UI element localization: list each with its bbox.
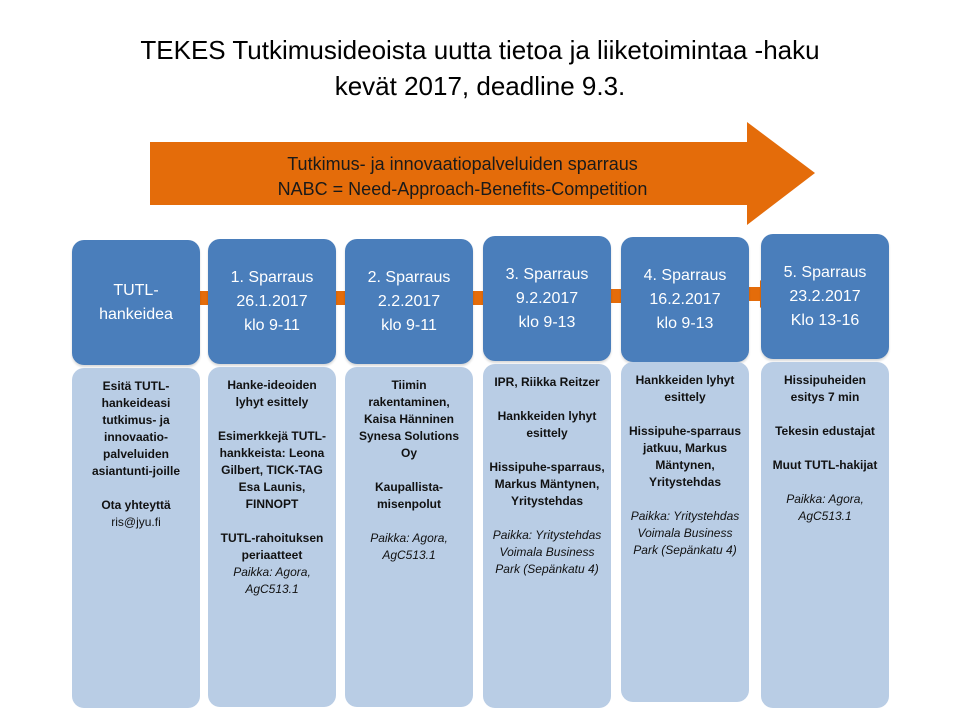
step-header-line: hankeidea (99, 305, 173, 323)
step-header-line: 4. Sparraus (643, 266, 727, 284)
step-details (621, 362, 749, 702)
detail-text: Esitä TUTL-hankeideasi tutkimus- ja innovaatio-palveluiden asiantunti-joille (91, 379, 180, 478)
step-details (72, 368, 200, 708)
detail-text: Hissipuheiden esitys 7 min (783, 373, 866, 404)
step-header (208, 239, 336, 364)
detail-text: Esimerkkejä TUTL-hankkeista: Leona Gilbert, TICK-TAG Esa Launis, FINNOPT (217, 429, 327, 511)
step-header (761, 234, 889, 359)
step-details (483, 364, 611, 708)
detail-text: TUTL-rahoituksen periaatteet (220, 531, 324, 562)
title-line-2: kevät 2017, deadline 9.3. (334, 71, 626, 101)
step-header-line: 2.2.2017 (377, 292, 441, 310)
contact-email: ris@jyu.fi (111, 515, 161, 529)
slide-title (0, 32, 960, 104)
location-text: Paikka: Agora, AgC513.1 (786, 492, 864, 523)
detail-text: Hankkeiden lyhyt esittely (635, 373, 735, 404)
detail-text: Kaupallista-misenpolut (374, 480, 443, 511)
step-header-line: klo 9-13 (656, 314, 714, 332)
step-header (621, 237, 749, 362)
step-header-line: TUTL- (113, 281, 159, 299)
step-header (345, 239, 473, 364)
process-banner-arrow (150, 122, 815, 225)
step-header-line: 16.2.2017 (649, 290, 721, 308)
banner-text (150, 152, 775, 202)
step-header (72, 240, 200, 365)
contact-label: Ota yhteyttä (101, 498, 171, 512)
location-text: Paikka: Yritystehdas Voimala Business Park (Sepänkatu 4) (630, 509, 740, 557)
step-header-line: 9.2.2017 (515, 289, 579, 307)
step-header-line: klo 9-11 (381, 316, 437, 334)
step-header-line: klo 9-11 (244, 316, 300, 334)
detail-text: Tekesin edustajat (775, 424, 875, 438)
step-header-line: 23.2.2017 (789, 287, 861, 305)
detail-text: Hissipuhe-sparraus, Markus Mäntynen, Yritystehdas (489, 460, 605, 508)
step-header-line: 3. Sparraus (505, 265, 589, 283)
detail-text: Tiimin rakentaminen, Kaisa Hänninen Synesa Solutions Oy (358, 378, 460, 460)
step-header-line: Klo 13-16 (790, 311, 860, 329)
step-details (208, 367, 336, 707)
location-text: Paikka: Agora, AgC513.1 (370, 531, 448, 562)
step-header-line: klo 9-13 (518, 313, 576, 331)
banner-line-2: NABC = Need-Approach-Benefits-Competition (277, 179, 648, 199)
location-text: Paikka: Yritystehdas Voimala Business Park (Sepänkatu 4) (492, 528, 602, 576)
step-details (345, 367, 473, 707)
location-text: Paikka: Agora, AgC513.1 (233, 565, 311, 596)
banner-line-1: Tutkimus- ja innovaatiopalveluiden sparraus (287, 154, 638, 174)
title-line-1: TEKES Tutkimusideoista uutta tietoa ja liiketoimintaa -haku (140, 35, 820, 65)
detail-text: IPR, Riikka Reitzer (494, 375, 600, 389)
step-header (483, 236, 611, 361)
step-header-line: 1. Sparraus (230, 268, 314, 286)
step-details (761, 362, 889, 708)
step-header-line: 26.1.2017 (236, 292, 308, 310)
detail-text: Muut TUTL-hakijat (772, 458, 878, 472)
detail-text: Hissipuhe-sparraus jatkuu, Markus Mäntynen, Yritystehdas (628, 424, 742, 489)
detail-text: Hanke-ideoiden lyhyt esittely (227, 378, 317, 409)
detail-text: Hankkeiden lyhyt esittely (497, 409, 597, 440)
step-header-line: 5. Sparraus (783, 263, 867, 281)
step-header-line: 2. Sparraus (367, 268, 451, 286)
